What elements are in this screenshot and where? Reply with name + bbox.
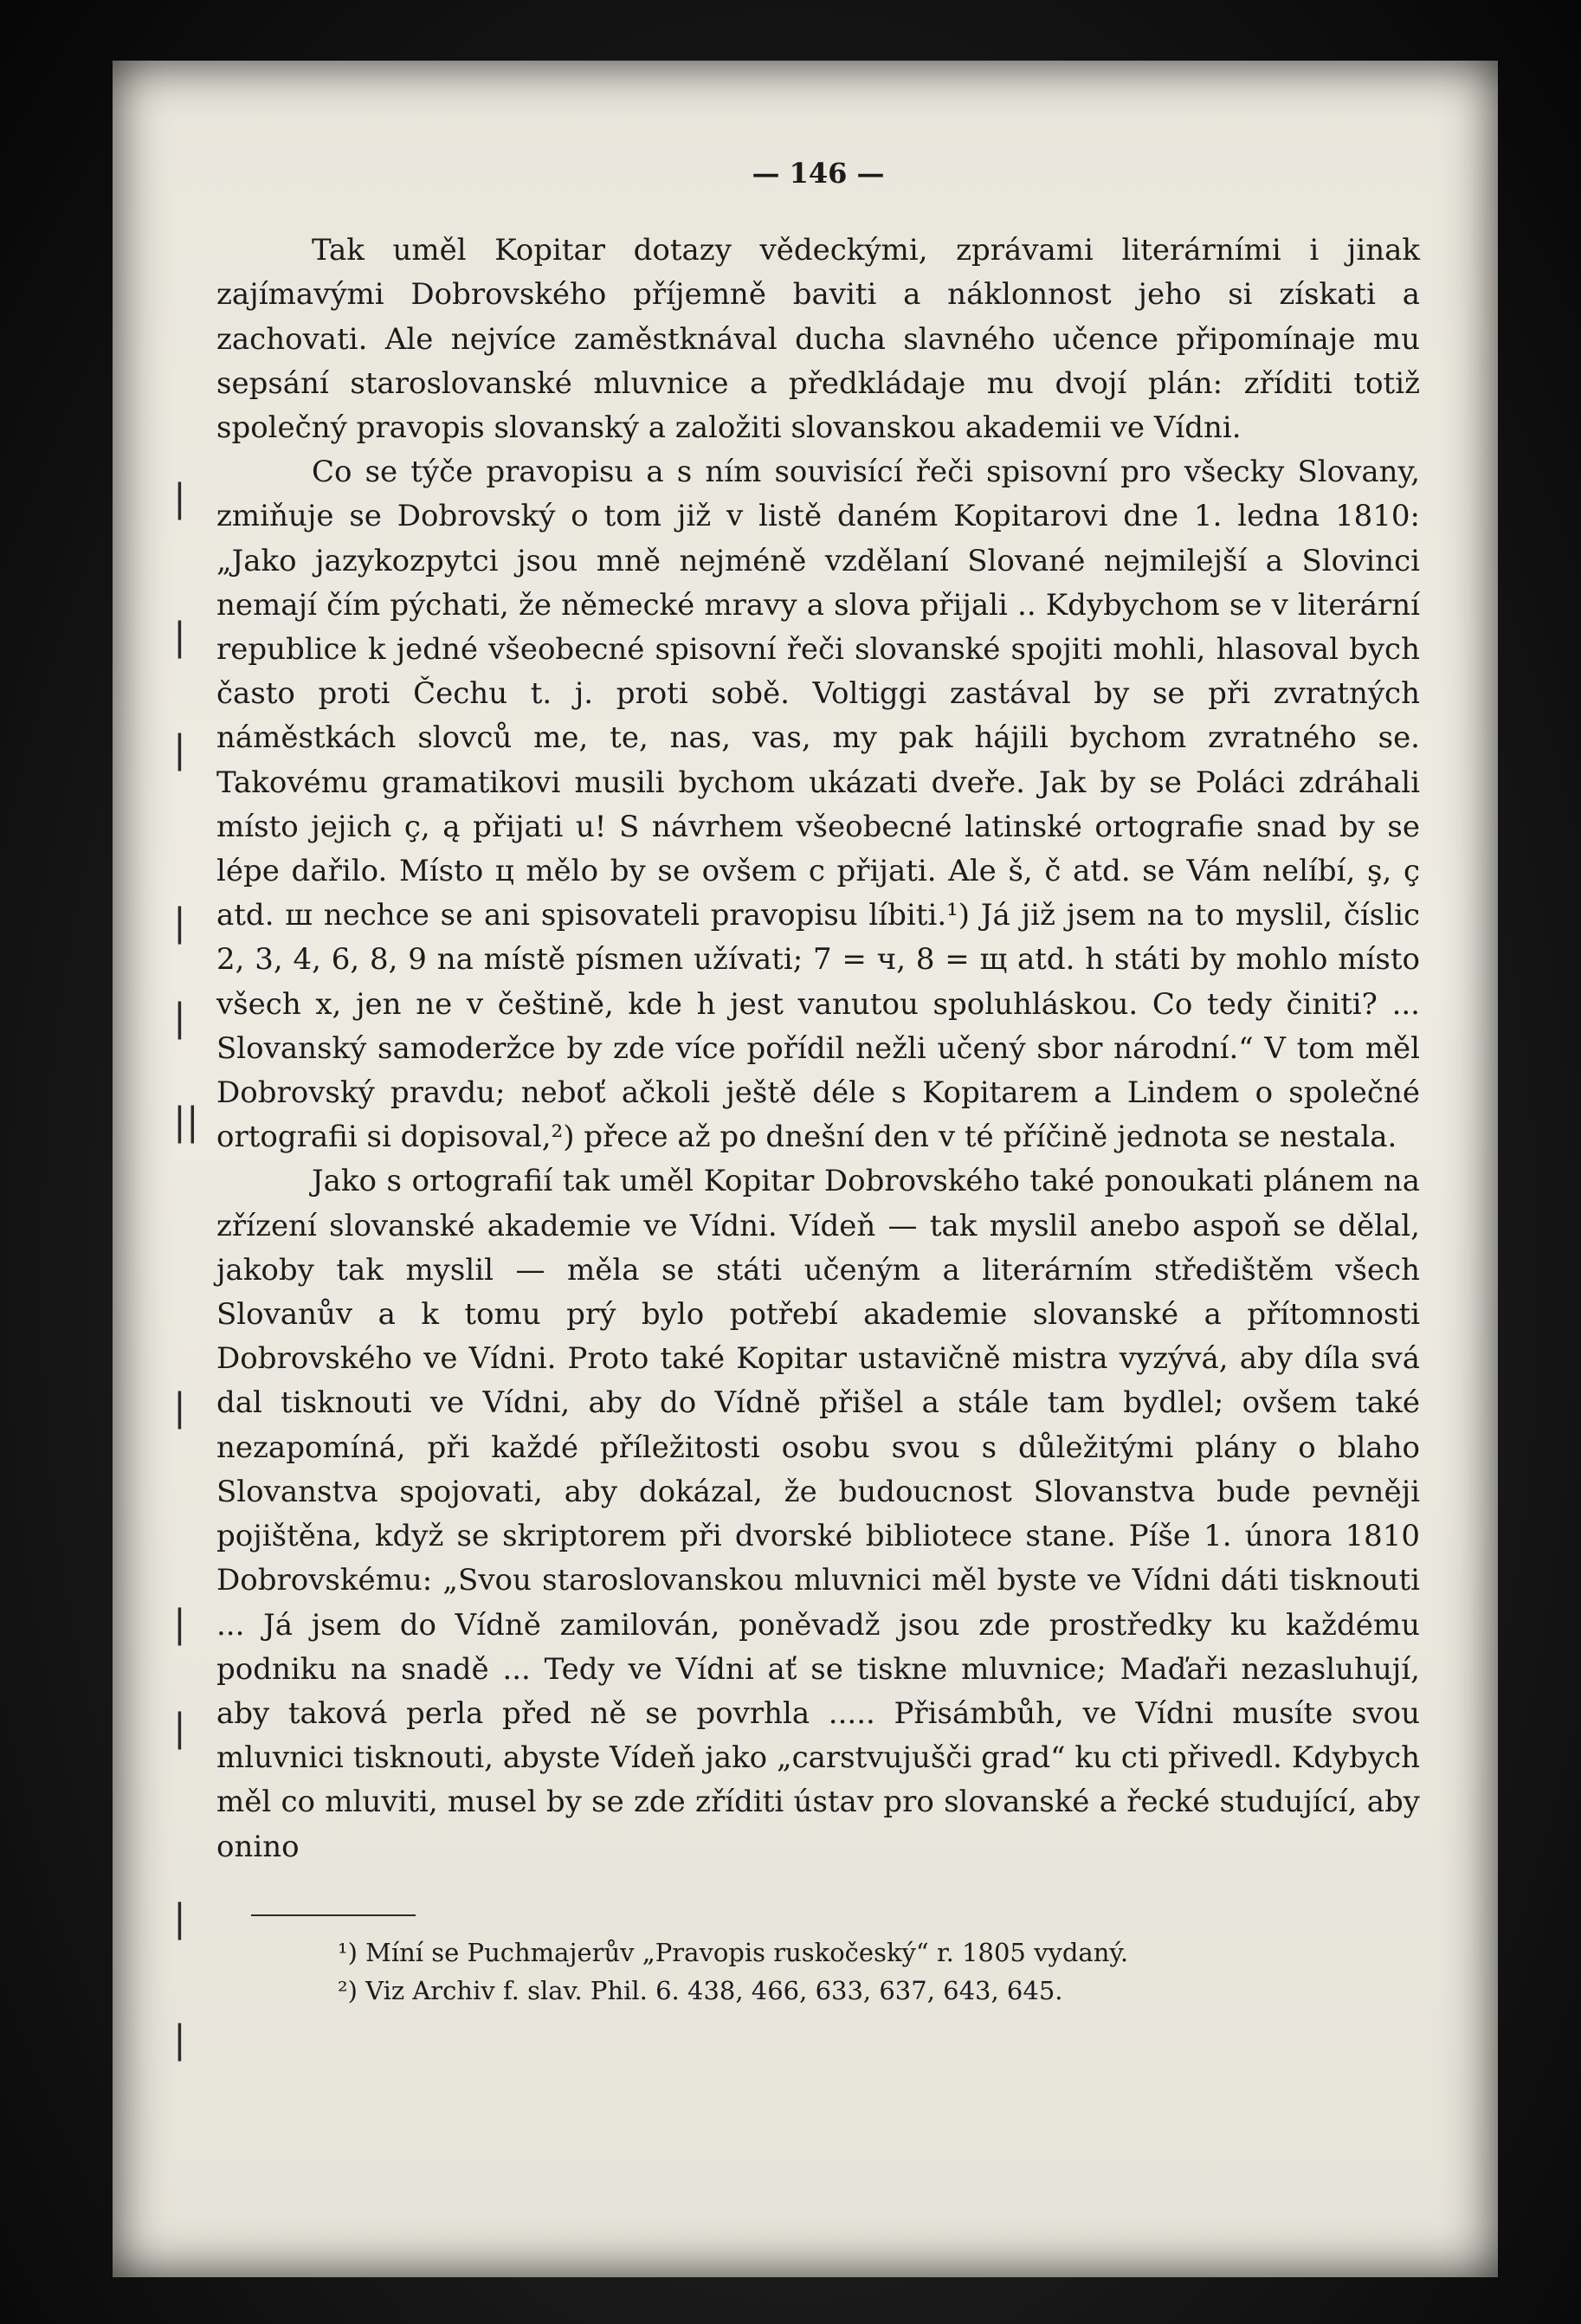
page-number: — 146 — (752, 157, 885, 190)
margin-pencil-marks: | | | | | || | | | | | (173, 476, 199, 2062)
book-page (113, 61, 1498, 2277)
paragraph-1: Tak uměl Kopitar dotazy vědeckými, zprávami literárními i jinak zajímavými Dobrovského příjemně baviti a náklonnost jeho si získati a zachovati. Ale nejvíce zaměstknával ducha slavného učence připomínaje mu sepsání staroslovanské mluvnice a předkládaje mu dvojí plán: zříditi totiž společný pravopis slovanský a založiti slovanskou akademii ve Vídni. (216, 233, 1420, 446)
footnote-2: ²) Viz Archiv f. slav. Phil. 6. 438, 466, 633, 637, 643, 645. (338, 1975, 1063, 2005)
body-text (216, 229, 1420, 1869)
paragraph-2: Co se týče pravopisu a s ním souvisící řeči spisovní pro všecky Slovany, zmiňuje se Dobrovský o tom již v listě daném Kopitarovi dne 1. ledna 1810: „Jako jazykozpytci jsou mně nejméně vzdělaní Slované nejmilejší a Slovinci nemají čím pýchati, že německé mravy a slova přijali .. Kdybychom se v literární republice k jedné všeobecné spisovní řeči slovanské spojiti mohli, hlasoval bych často proti Čechu t. j. proti sobě. Voltiggi zastával by se při zvratných náměstkách slovců me, te, nas, vas, my pak hájili bychom zvratného se. Takovému gramatikovi musili bychom ukázati dveře. Jak by se Poláci zdráhali místo jejich ç, ą přijati u! S návrhem všeobecné latinské ortografie snad by se lépe dařilo. Místo ц mělo by se ovšem c přijati. Ale š, č atd. se Vám nelíbí, ş, ç atd. ш nechce se ani spisovateli pravopisu líbiti.¹) Já již jsem na to myslil, číslic 2, 3, 4, 6, 8, 9 na místě písmen užívati; 7 = ч, 8 = щ atd. h státi by mohlo místo všech x, jen ne v češtině, kde h jest vanutou spoluhláskou. Co tedy činiti? ... Slovanský samoderžce by zde více pořídil nežli učený sbor národní.“ V tom měl Dobrovský pravdu; neboť ačkoli ještě déle s Kopitarem a Lindem o společné ortografii si dopisoval,²) přece až po dnešní den v té příčině jednota se nestala. (216, 455, 1420, 1155)
footnotes (338, 1933, 1420, 2010)
footnote-divider (251, 1914, 416, 1916)
paragraph-3: Jako s ortografií tak uměl Kopitar Dobrovského také ponoukati plánem na zřízení slovanské akademie ve Vídni. Vídeň — tak myslil anebo aspoň se dělal, jakoby tak myslil — měla se státi učeným a literárním středištěm všech Slovanův a k tomu prý bylo potřebí akademie slovanské a přítomnosti Dobrovského ve Vídni. Proto také Kopitar ustavičně mistra vyzývá, aby díla svá dal tisknouti ve Vídni, aby do Vídně přišel a stále tam bydlel; ovšem také nezapomíná, při každé příležitosti osobu svou s důležitými plány o blaho Slovanstva spojovati, aby dokázal, že budoucnost Slovanstva bude pevněji pojištěna, když se skriptorem při dvorské bibliotece stane. Píše 1. února 1810 Dobrovskému: „Svou staroslovanskou mluvnici měl byste ve Vídni dáti tisknouti ... Já jsem do Vídně zamilován, poněvadž jsou zde prostředky ku každému podniku na snadě ... Tedy ve Vídni ať se tiskne mluvnice; Maďaři nezasluhují, aby taková perla před ně se povrhla ..... Přisámbůh, ve Vídni musíte svou mluvnici tisknouti, abyste Vídeň jako „carstvujušči grad“ ku cti přivedl. Kdybych měl co mluviti, musel by se zde zříditi ústav pro slovanské a řecké studující, aby onino (216, 1164, 1420, 1864)
footnote-1: ¹) Míní se Puchmajerův „Pravopis ruskočeský“ r. 1805 vydaný. (338, 1937, 1129, 1967)
page-content (216, 152, 1420, 2010)
